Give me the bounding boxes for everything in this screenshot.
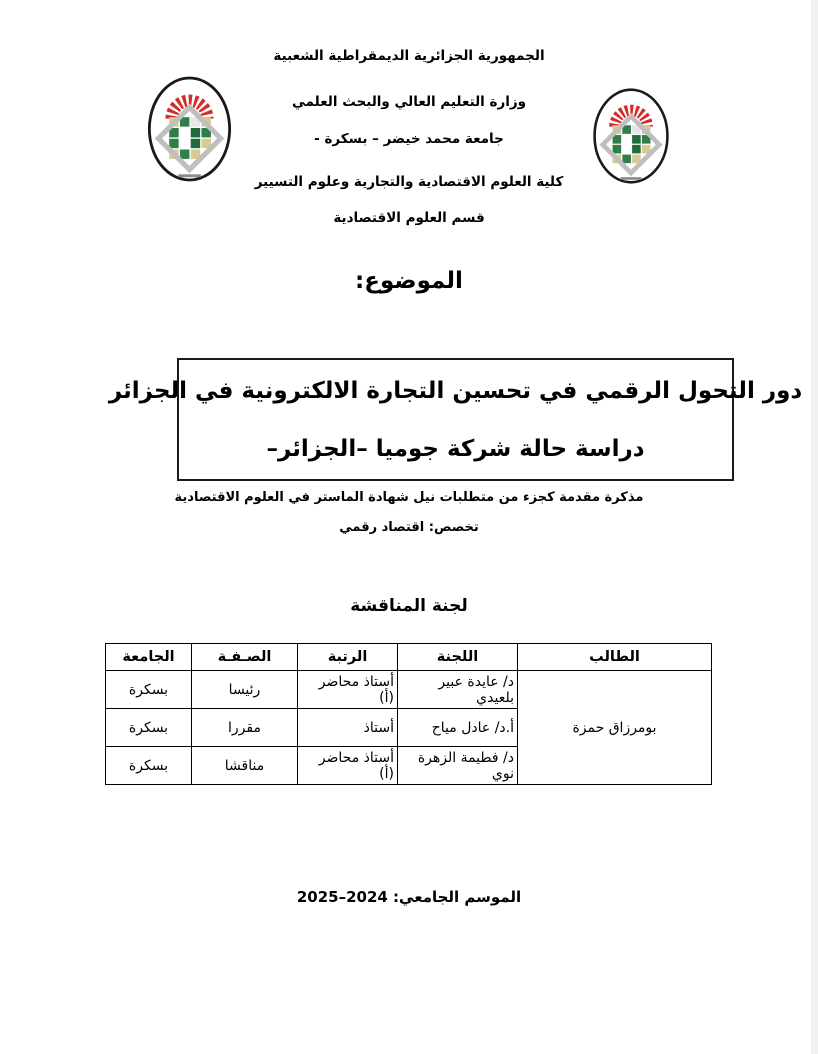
memo-speciality-line: تخصص: اقتصاد رقمي: [339, 520, 479, 535]
university-logo-icon: [590, 88, 672, 184]
member-role-cell: مناقشا: [192, 747, 298, 785]
committee-table: [105, 643, 712, 785]
member-rank-cell: أستاذ محاضر (أ): [298, 671, 398, 709]
header-university-line: جامعة محمد خيضر – بسكرة -: [314, 131, 504, 147]
col-header-university: الجامعة: [106, 644, 192, 671]
member-rank-cell: أستاذ: [298, 709, 398, 747]
committee-heading: لجنة المناقشة: [350, 596, 468, 616]
subject-label: الموضوع:: [355, 268, 463, 294]
header-republic-line: الجمهورية الجزائرية الديمقراطية الشعبية: [273, 48, 545, 64]
header-faculty-line: كلية العلوم الاقتصادية والتجارية وعلوم التسيير: [254, 174, 564, 190]
member-role-cell: رئيسا: [192, 671, 298, 709]
member-role-cell: مقررا: [192, 709, 298, 747]
header-ministry-line: وزارة التعليم العالي والبحث العلمي: [291, 94, 527, 110]
committee-table-wrap: [106, 643, 712, 785]
member-name-cell: أ.د/ عادل مياح: [398, 709, 518, 747]
thesis-title-line-1: دور التحول الرقمي في تحسين التجارة الالكترونية في الجزائر: [108, 377, 803, 405]
university-logo-icon: [147, 76, 232, 182]
student-name-cell: بومرزاق حمزة: [518, 671, 712, 785]
academic-year-line: الموسم الجامعي: 2024–2025: [296, 888, 522, 906]
member-rank-cell: أستاذ محاضر (أ): [298, 747, 398, 785]
member-name-cell: د/ عايدة عبير بلعيدي: [398, 671, 518, 709]
col-header-rank: الرتبة: [298, 644, 398, 671]
col-header-committee: اللجنة: [398, 644, 518, 671]
member-university-cell: بسكرة: [106, 709, 192, 747]
member-university-cell: بسكرة: [106, 671, 192, 709]
member-university-cell: بسكرة: [106, 747, 192, 785]
table-row: [106, 671, 712, 709]
member-name-cell: د/ فطيمة الزهرة نوي: [398, 747, 518, 785]
thesis-title-line-2: دراسة حالة شركة جوميا –الجزائر–: [266, 434, 645, 462]
committee-table-header-row: [106, 644, 712, 671]
col-header-role: الصـفـة: [192, 644, 298, 671]
header-department-line: قسم العلوم الاقتصادية: [333, 210, 485, 226]
thesis-title-box: [108, 358, 803, 481]
memo-description-line: مذكرة مقدمة كجزء من متطلبات نيل شهادة الماستر في العلوم الاقتصادية: [174, 490, 644, 505]
col-header-student: الطالب: [518, 644, 712, 671]
